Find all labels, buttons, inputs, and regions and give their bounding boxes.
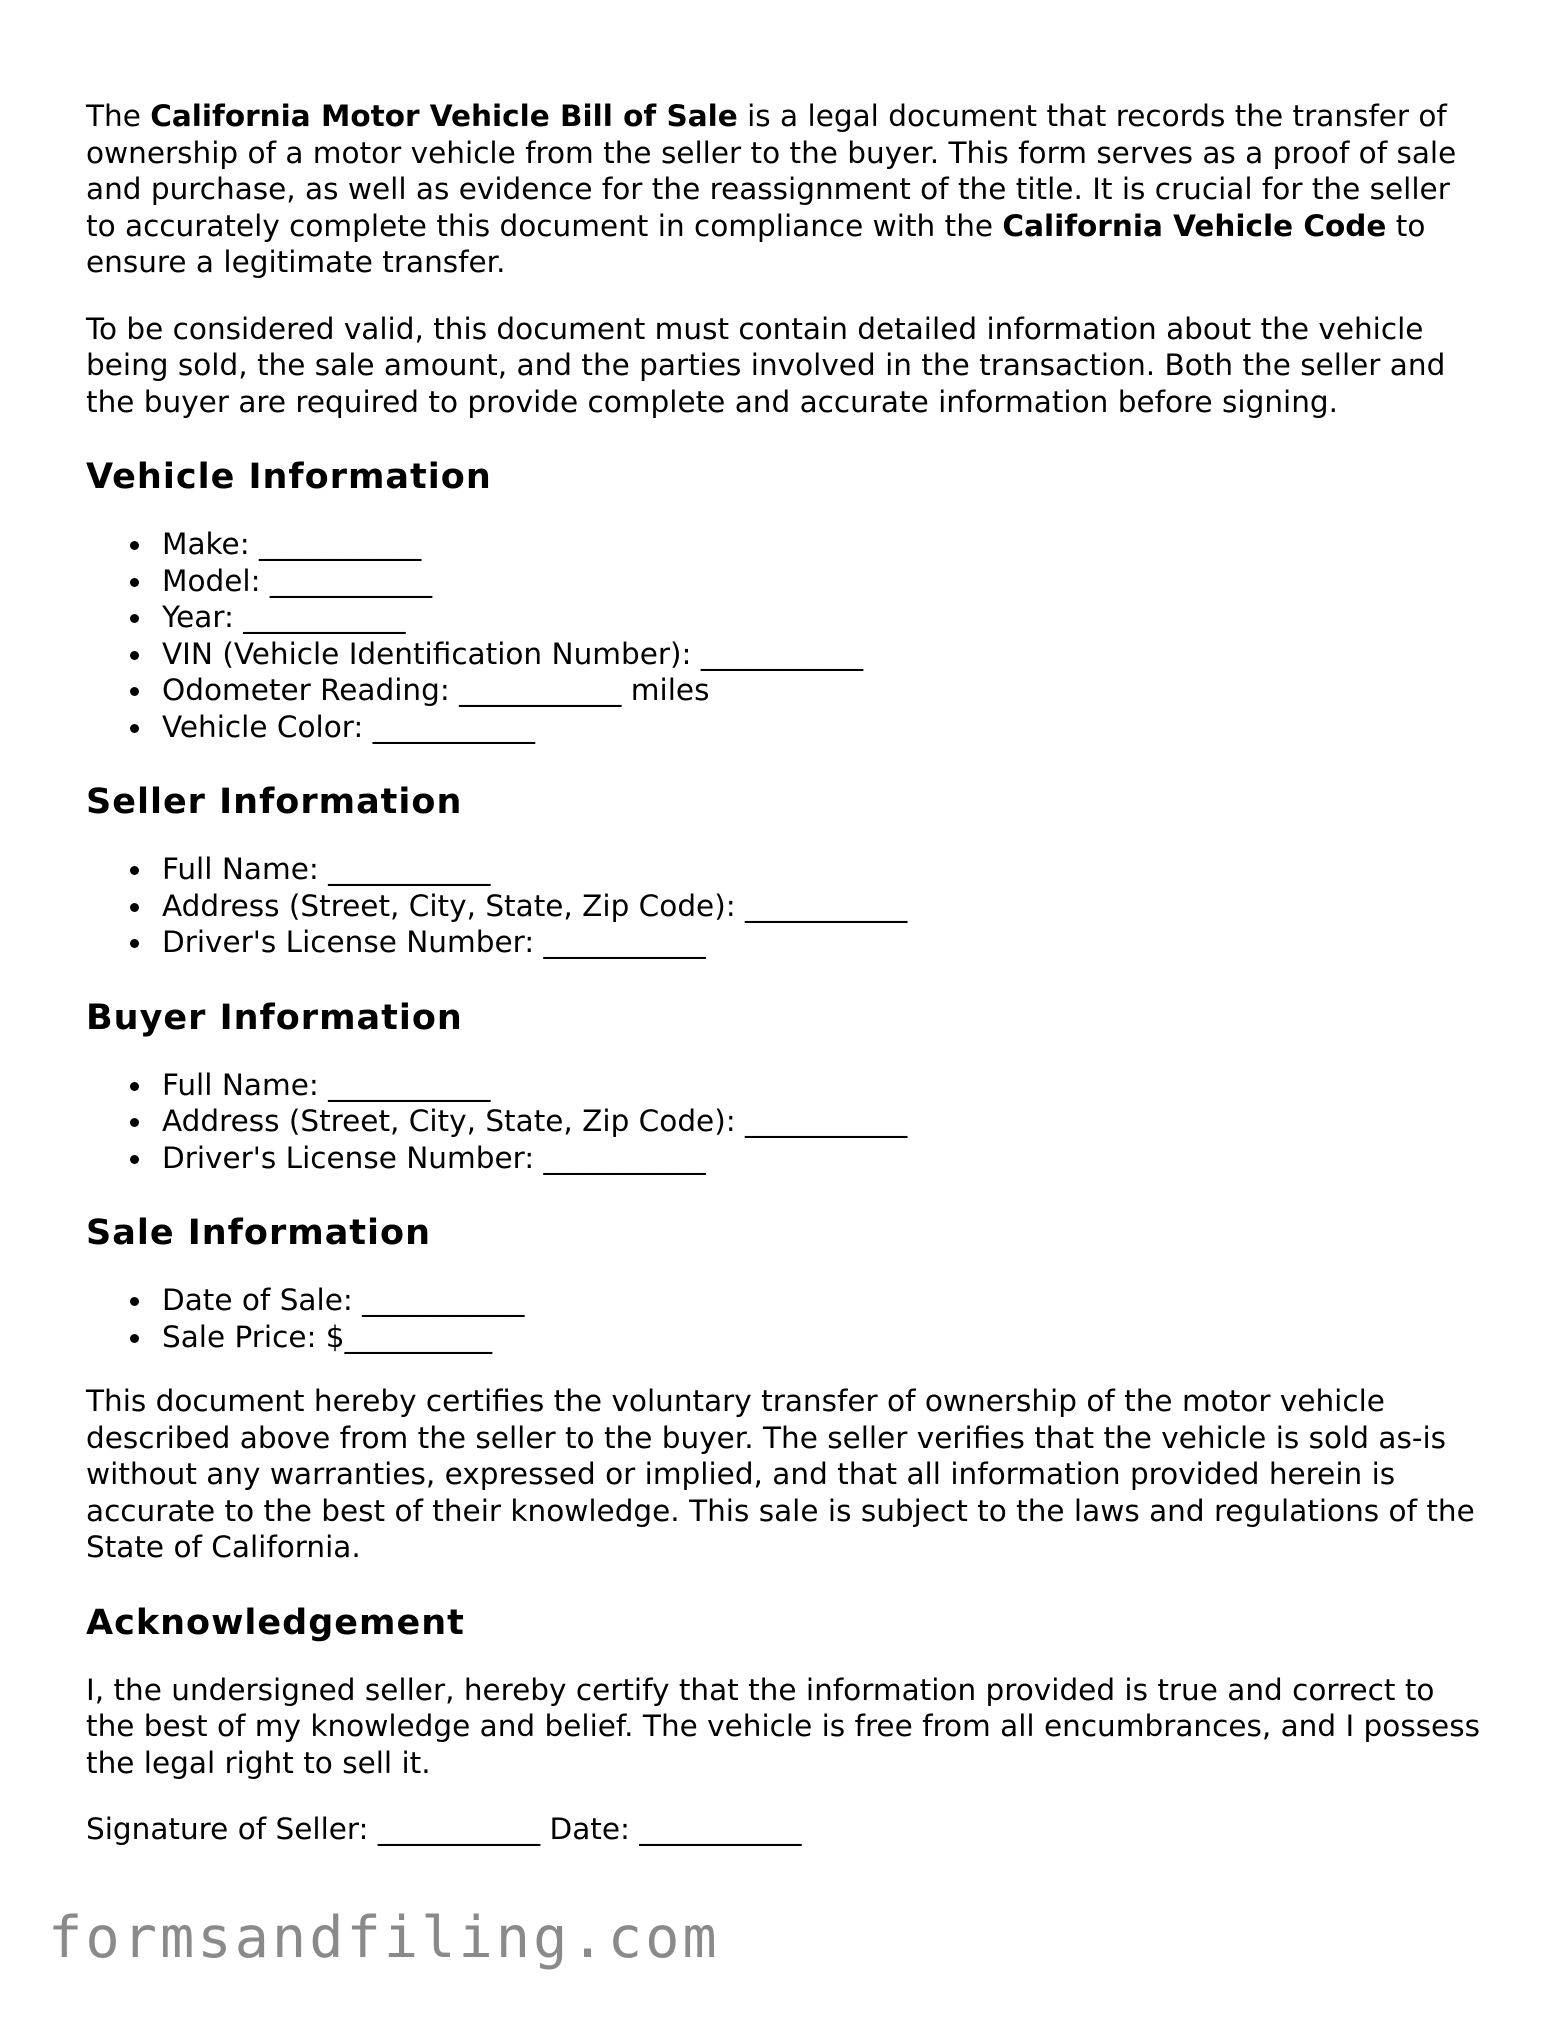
document-body (86, 98, 1486, 1848)
intro-paragraph: The California Motor Vehicle Bill of Sale is a legal document that records the transfer of ownership of a motor vehicle from the seller to the buyer. This form serves as a proof of sale and purchase, as well as evidence for the reassignment of the title. It is crucial for the seller to accurately complete this document in compliance with the California Vehicle Code to ensure a legitimate transfer. (86, 99, 1457, 279)
vehicle-color-field: Vehicle Color: ___________ (130, 709, 1486, 746)
seller-name-field: Full Name: ___________ (130, 851, 1486, 888)
buyer-fields-list (86, 1067, 1486, 1177)
acknowledgement-paragraph: I, the undersigned seller, hereby certify that the information provided is true and correct to the best of my knowledge and belief. The vehicle is free from all encumbrances, and I possess the legal right to sell it. (86, 1672, 1480, 1780)
vehicle-odometer-field: Odometer Reading: ___________ miles (130, 672, 1486, 709)
sale-price-field: Sale Price: $__________ (130, 1319, 1486, 1356)
certification-paragraph: This document hereby certifies the voluntary transfer of ownership of the motor vehicle described above from the seller to the buyer. The seller verifies that the vehicle is sold as-is without any warranties, expressed or implied, and that all information provided herein is accurate to the best of their knowledge. This sale is subject to the laws and regulations of the State of California. (86, 1384, 1475, 1564)
acknowledgement-heading: Acknowledgement (86, 1602, 465, 1643)
watermark-logo: formsandfiling.com (48, 1905, 720, 1971)
buyer-license-field: Driver's License Number: ___________ (130, 1140, 1486, 1177)
buyer-name-field: Full Name: ___________ (130, 1067, 1486, 1104)
vehicle-information-heading: Vehicle Information (86, 457, 492, 497)
vehicle-code-name: California Vehicle Code (1002, 208, 1387, 243)
vehicle-model-field: Model: ___________ (130, 563, 1486, 600)
sale-information-heading: Sale Information (86, 1213, 431, 1253)
seller-address-field: Address (Street, City, State, Zip Code): ___________ (130, 888, 1486, 925)
buyer-information-heading: Buyer Information (86, 997, 463, 1038)
vehicle-make-field: Make: ___________ (130, 526, 1486, 563)
seller-fields-list (86, 851, 1486, 961)
vehicle-vin-field: VIN (Vehicle Identification Number): ___________ (130, 636, 1486, 673)
sale-fields-list (86, 1282, 1486, 1355)
vehicle-year-field: Year: ___________ (130, 599, 1486, 636)
signature-line: Signature of Seller: ___________ Date: ___________ (86, 1812, 802, 1846)
seller-information-heading: Seller Information (86, 782, 463, 822)
sale-date-field: Date of Sale: ___________ (130, 1282, 1486, 1319)
buyer-address-field: Address (Street, City, State, Zip Code): ___________ (130, 1103, 1486, 1140)
vehicle-fields-list (86, 526, 1486, 745)
seller-license-field: Driver's License Number: ___________ (130, 924, 1486, 961)
form-name: California Motor Vehicle Bill of Sale (150, 99, 738, 133)
validity-paragraph: To be considered valid, this document must contain detailed information about the vehicle being sold, the sale amount, and the parties involved in the transaction. Both the seller and the buyer are required to provide complete and accurate information before signing. (86, 311, 1446, 419)
